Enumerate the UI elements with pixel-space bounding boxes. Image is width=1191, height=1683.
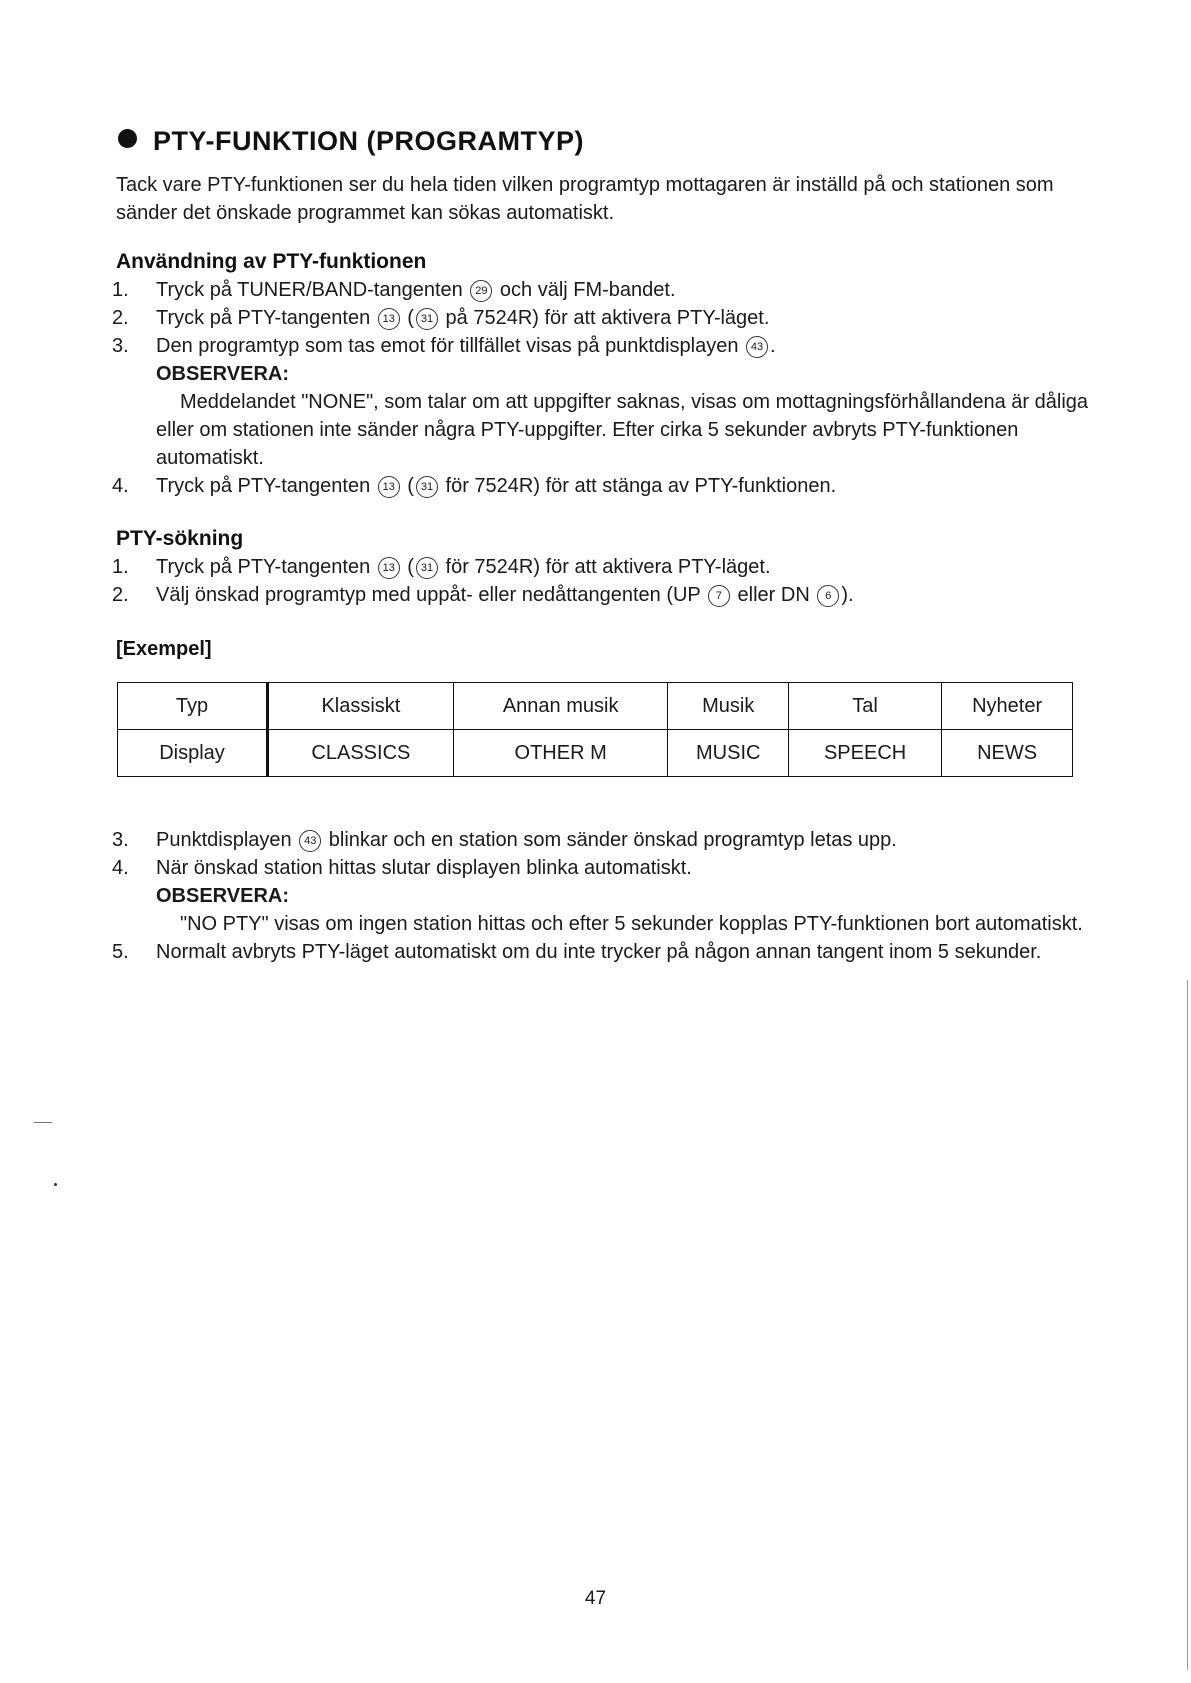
table-cell: SPEECH <box>788 730 941 777</box>
list-item: 4. Tryck på PTY-tangenten 13 ( 31 för 7524R) för att stänga av PTY-funktionen. <box>112 475 837 497</box>
page-title-text: PTY-FUNKTION (PROGRAMTYP) <box>153 126 584 156</box>
table-cell: Musik <box>668 683 788 730</box>
note-label: OBSERVERA: <box>156 363 289 385</box>
section-heading-pty-search: PTY-sökning <box>116 527 244 550</box>
list-item: 2. Tryck på PTY-tangenten 13 ( 31 på 7524R) för att aktivera PTY-läget. <box>112 307 770 329</box>
table-cell: Klassiskt <box>268 683 454 730</box>
list-item: 5. Normalt avbryts PTY-läget automatiskt om du inte trycker på någon annan tangent inom 5 sekunder. <box>112 941 1042 963</box>
note-label: OBSERVERA: <box>156 885 289 907</box>
list-item: 2. Välj önskad programtyp med uppåt- eller nedåttangenten (UP 7 eller DN 6 ). <box>112 584 854 606</box>
table-cell: Tal <box>788 683 941 730</box>
page-number: 47 <box>584 1588 607 1609</box>
list-item: 3. Punktdisplayen 43 blinkar och en station som sänder önskad programtyp letas upp. <box>112 829 897 851</box>
section-heading-usage: Användning av PTY-funktionen <box>116 250 427 273</box>
dn-key-ref-icon: 6 <box>817 585 839 607</box>
table-cell: CLASSICS <box>268 730 454 777</box>
scan-mark <box>54 1183 57 1186</box>
usage-steps-list <box>112 276 1092 500</box>
example-label: [Exempel] <box>116 638 212 660</box>
intro-paragraph <box>116 171 1076 227</box>
dot-display-ref-icon: 43 <box>299 830 321 852</box>
list-item: 1. Tryck på TUNER/BAND-tangenten 29 och välj FM-bandet. <box>112 279 676 301</box>
tuner-band-key-ref-icon: 29 <box>470 280 492 302</box>
note-text: Meddelandet "NONE", som talar om att uppgifter saknas, visas om mottagningsförhållandena är dåliga eller om stationen inte sänder några PTY-uppgifter. Efter cirka 5 sekunder avbryts PTY-funktionen automatiskt. <box>156 391 1089 469</box>
table-row <box>118 730 1073 777</box>
table-cell: MUSIC <box>668 730 788 777</box>
table-cell: NEWS <box>942 730 1073 777</box>
list-item: 3. Den programtyp som tas emot för tillfället visas på punktdisplayen 43 . <box>112 335 776 357</box>
table-cell: OTHER M <box>453 730 668 777</box>
example-table <box>117 682 1073 777</box>
pty-key-remote-ref-icon: 31 <box>416 557 438 579</box>
dot-display-ref-icon: 43 <box>746 336 768 358</box>
up-key-ref-icon: 7 <box>708 585 730 607</box>
table-row-header: Typ <box>118 683 268 730</box>
search-steps-list <box>112 553 1092 609</box>
table-row <box>118 683 1073 730</box>
list-item: 4. När önskad station hittas slutar displayen blinka automatiskt. <box>112 857 692 879</box>
pty-key-ref-icon: 13 <box>378 308 400 330</box>
scan-mark <box>34 1122 52 1123</box>
pty-key-remote-ref-icon: 31 <box>416 476 438 498</box>
note-text: "NO PTY" visas om ingen station hittas och efter 5 sekunder kopplas PTY-funktionen bort automatiskt. <box>180 913 1083 935</box>
table-row-header: Display <box>118 730 268 777</box>
bullet-icon <box>118 129 137 148</box>
scan-edge-line <box>1187 980 1188 1670</box>
intro-text: Tack vare PTY-funktionen ser du hela tiden vilken programtyp mottagaren är inställd på och stationen som sänder det önskade programmet kan sökas automatiskt. <box>116 174 1054 224</box>
page-title <box>118 126 584 157</box>
pty-key-ref-icon: 13 <box>378 476 400 498</box>
list-item: 1. Tryck på PTY-tangenten 13 ( 31 för 7524R) för att aktivera PTY-läget. <box>112 556 771 578</box>
pty-key-ref-icon: 13 <box>378 557 400 579</box>
table-cell: Nyheter <box>942 683 1073 730</box>
search-steps-list-continued <box>112 826 1092 966</box>
table-cell: Annan musik <box>453 683 668 730</box>
pty-key-remote-ref-icon: 31 <box>416 308 438 330</box>
